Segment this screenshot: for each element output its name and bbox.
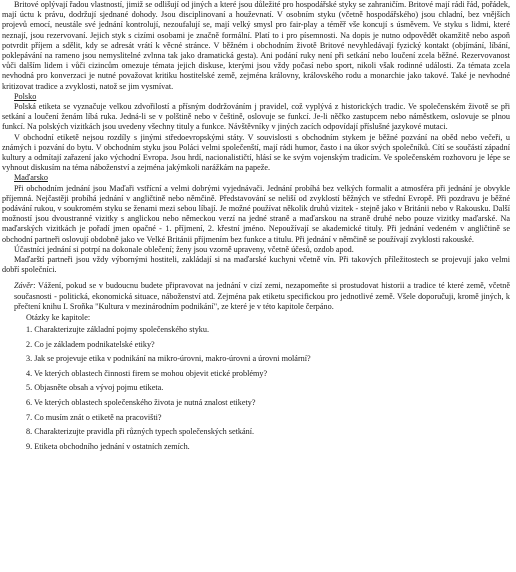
question-item: 7. Co musím znát o etiketě na pracovišti?	[26, 412, 162, 422]
section-heading-madarsko: Maďarsko	[14, 173, 48, 183]
conclusion-text: : Vážení, pokud se v budoucnu budete připravovat na jednání v cizí zemi, nezapomeňte si prostudovat historii a tradice té které země, včetně současnosti - politická, ekonomická situace, náboženství atd. Zejména pak etiketu specifickou pro jednotlivé země. Všele doporučuji, kromě jiných, k přečtení knihu I. Sroňka "Kultura v mezinárodním podnikání", ze které je v této kapitole čerpáno.	[14, 281, 510, 311]
question-item: 8. Charakterizujte pravidla při různých typech společenských setkání.	[26, 427, 255, 437]
question-item: 2. Co je základem podnikatelské etiky?	[26, 339, 155, 349]
section-heading-polsko: Polsko	[14, 91, 37, 101]
madarsko-paragraph-2: Účastníci jednání si potrpí na dokonale oblečení; ženy jsou vzorně upraveny, včetně účesů, ozdob apod.	[14, 244, 354, 254]
question-item: 3. Jak se projevuje etika v podnikání na mikro-úrovni, makro-úrovni a úrovni molární?	[26, 354, 311, 364]
questions-list	[0, 323, 516, 454]
question-item: 5. Objasněte obsah a vývoj pojmu etiketa.	[26, 383, 164, 393]
polsko-paragraph-1: Polská etiketa se vyznačuje velkou zdvořilostí a přísným dodržováním j pravidel, což vyplývá z historických tradic. Ve společenském životě se při setkání a loučení ženám líbá ruka. Jedná-li se v polštině nebo v češtině, oslovuje se funkcí. Je-li něčko zastupcem nebo náměstkem, oslovuje se plnou funkcí. Na polských vizitkách jsou uvedeny všechny tituly a funkce. Návštěvníky v jiných zacích odpovídají příslušné jazykové mutaci.	[2, 102, 510, 132]
madarsko-paragraph-3: Maďarští partneři jsou vždy výbornými hostiteli, zakládají si na maďarské kuchyni včetně vín. Při takových příležitostech se projevují jako velmi dobří společníci.	[2, 255, 510, 275]
conclusion-paragraph	[14, 281, 510, 312]
question-item: 4. Ve kterých oblastech činnosti firem se mohou objevit etické problémy?	[26, 368, 268, 378]
madarsko-paragraph-1: Při obchodním jednání jsou Maďaři vstřícní a velmi dobrými vyjednávači. Jednání probíhá bez velkých formalit a atmosféra při jednání je obvykle příjemná. Nejčastěji probíhá jednání v angličtině nebo němčině. Představování se neliší od zvyklostí běžných ve střední Evropě. Při pozdravu je běžné podávání rukou, v soukromém styku se ženami mezi sebou líbají. Je možné používat několik druhů vizitek - stejně jako v Británii nebo v Rakousku. Další možností jsou dvoustranné vizitky s anglickou nebo německou verzí na jedné straně a maďarskou na straně druhé nebo pouze vizitky maďarské. Na maďarských vizitkách je pořadí jmen opačné - 1. příjmení, 2. křestní jméno. Nepoužívají se akademické tituly. Při jednání vedeném v angličtině se obchodní partneři oslovují obdobně jako ve Velké Británii příjmením bez funkce a titulu. Při jednání v němčině se používají zvyklosti rakouské.	[2, 183, 510, 244]
conclusion-lead: Závěr	[14, 281, 34, 291]
polsko-paragraph-2: V obchodní etiketě nejsou rozdíly s jinými středoevropskými státy. V souvislosti s obchodním stykem je běžné pozvání na oběd nebo večeři, u známých i pozvání do bytu. V obchodním styku jsou Poláci velmi společenští, mají rádi humor, často i na úkor svých společníků. Cítí se součástí západní kultury a odmítají zařazení jako východní Evropa. Jsou hrdí, nacionalističtí, hlásí se ke svým vojenským tradicím. Ve společenském rozhovoru je lépe se vyhnout diskusím na téma náboženství a zejména jakýmkoli narážkám na papeže.	[2, 132, 510, 173]
question-item: 6. Ve kterých oblastech společenského života je nutná znalost etikety?	[26, 398, 256, 408]
question-item: 9. Etiketa obchodního jednání v ostatních zemích.	[26, 441, 190, 451]
intro-paragraph: Britové oplývají řadou vlastností, jimiž se odlišují od jiných a které jsou důležité pro hospodářské styky se zahraničím. Britové mají rádi řád, pořádek, mají úctu k právu, dodržují sjednané dohody. Jsou disciplinovaní a houževnatí. V osobním styku (včetně hospodářského) jsou chladní, bez vnějších projevů emocí, neustále své jednání kontrolují, nezoufalují se, mají velký smysl pro fair-play a téměř vše koncují s úsměvem. Ve styku s lidmi, které neznají, jsou rezervovaní. Jejich styk s cizími osobami je značně formální. Platí to i pro písemnosti. Na dopis je nutno odpovědět okamžitě nebo aspoň potvrdit příjem a sdělit, kdy se adresát vrátí k věcné stránce. V běžném i obchodním životě Britové nevyhledávají fyzický kontakt (objímání, líbání, poklepávání na rameno jsou nemyslitelné zvlnna tak jako dramatická gesta). Ani podání ruky není při setkání nebo loučení zcela běžné. Rezervovanost vůči dalším lidem i vůči cizincům omezuje témata jejich diskuse, kterými jsou vždy počasí nebo sport, nikoli však rodinné události. Za témata zcela nevhodná pro konverzaci je nutné považovat kritiku hostitelské země, zejména královny, královského rodu a monarchie jako takové. Také je nevhodné kritizovat tradice a zvyklosti, natož se jim vysmívat.	[2, 0, 510, 91]
question-item: 1. Charakterizujte základní pojmy společenského styku.	[26, 325, 210, 335]
questions-title: Otázky ke kapitole:	[26, 313, 91, 323]
